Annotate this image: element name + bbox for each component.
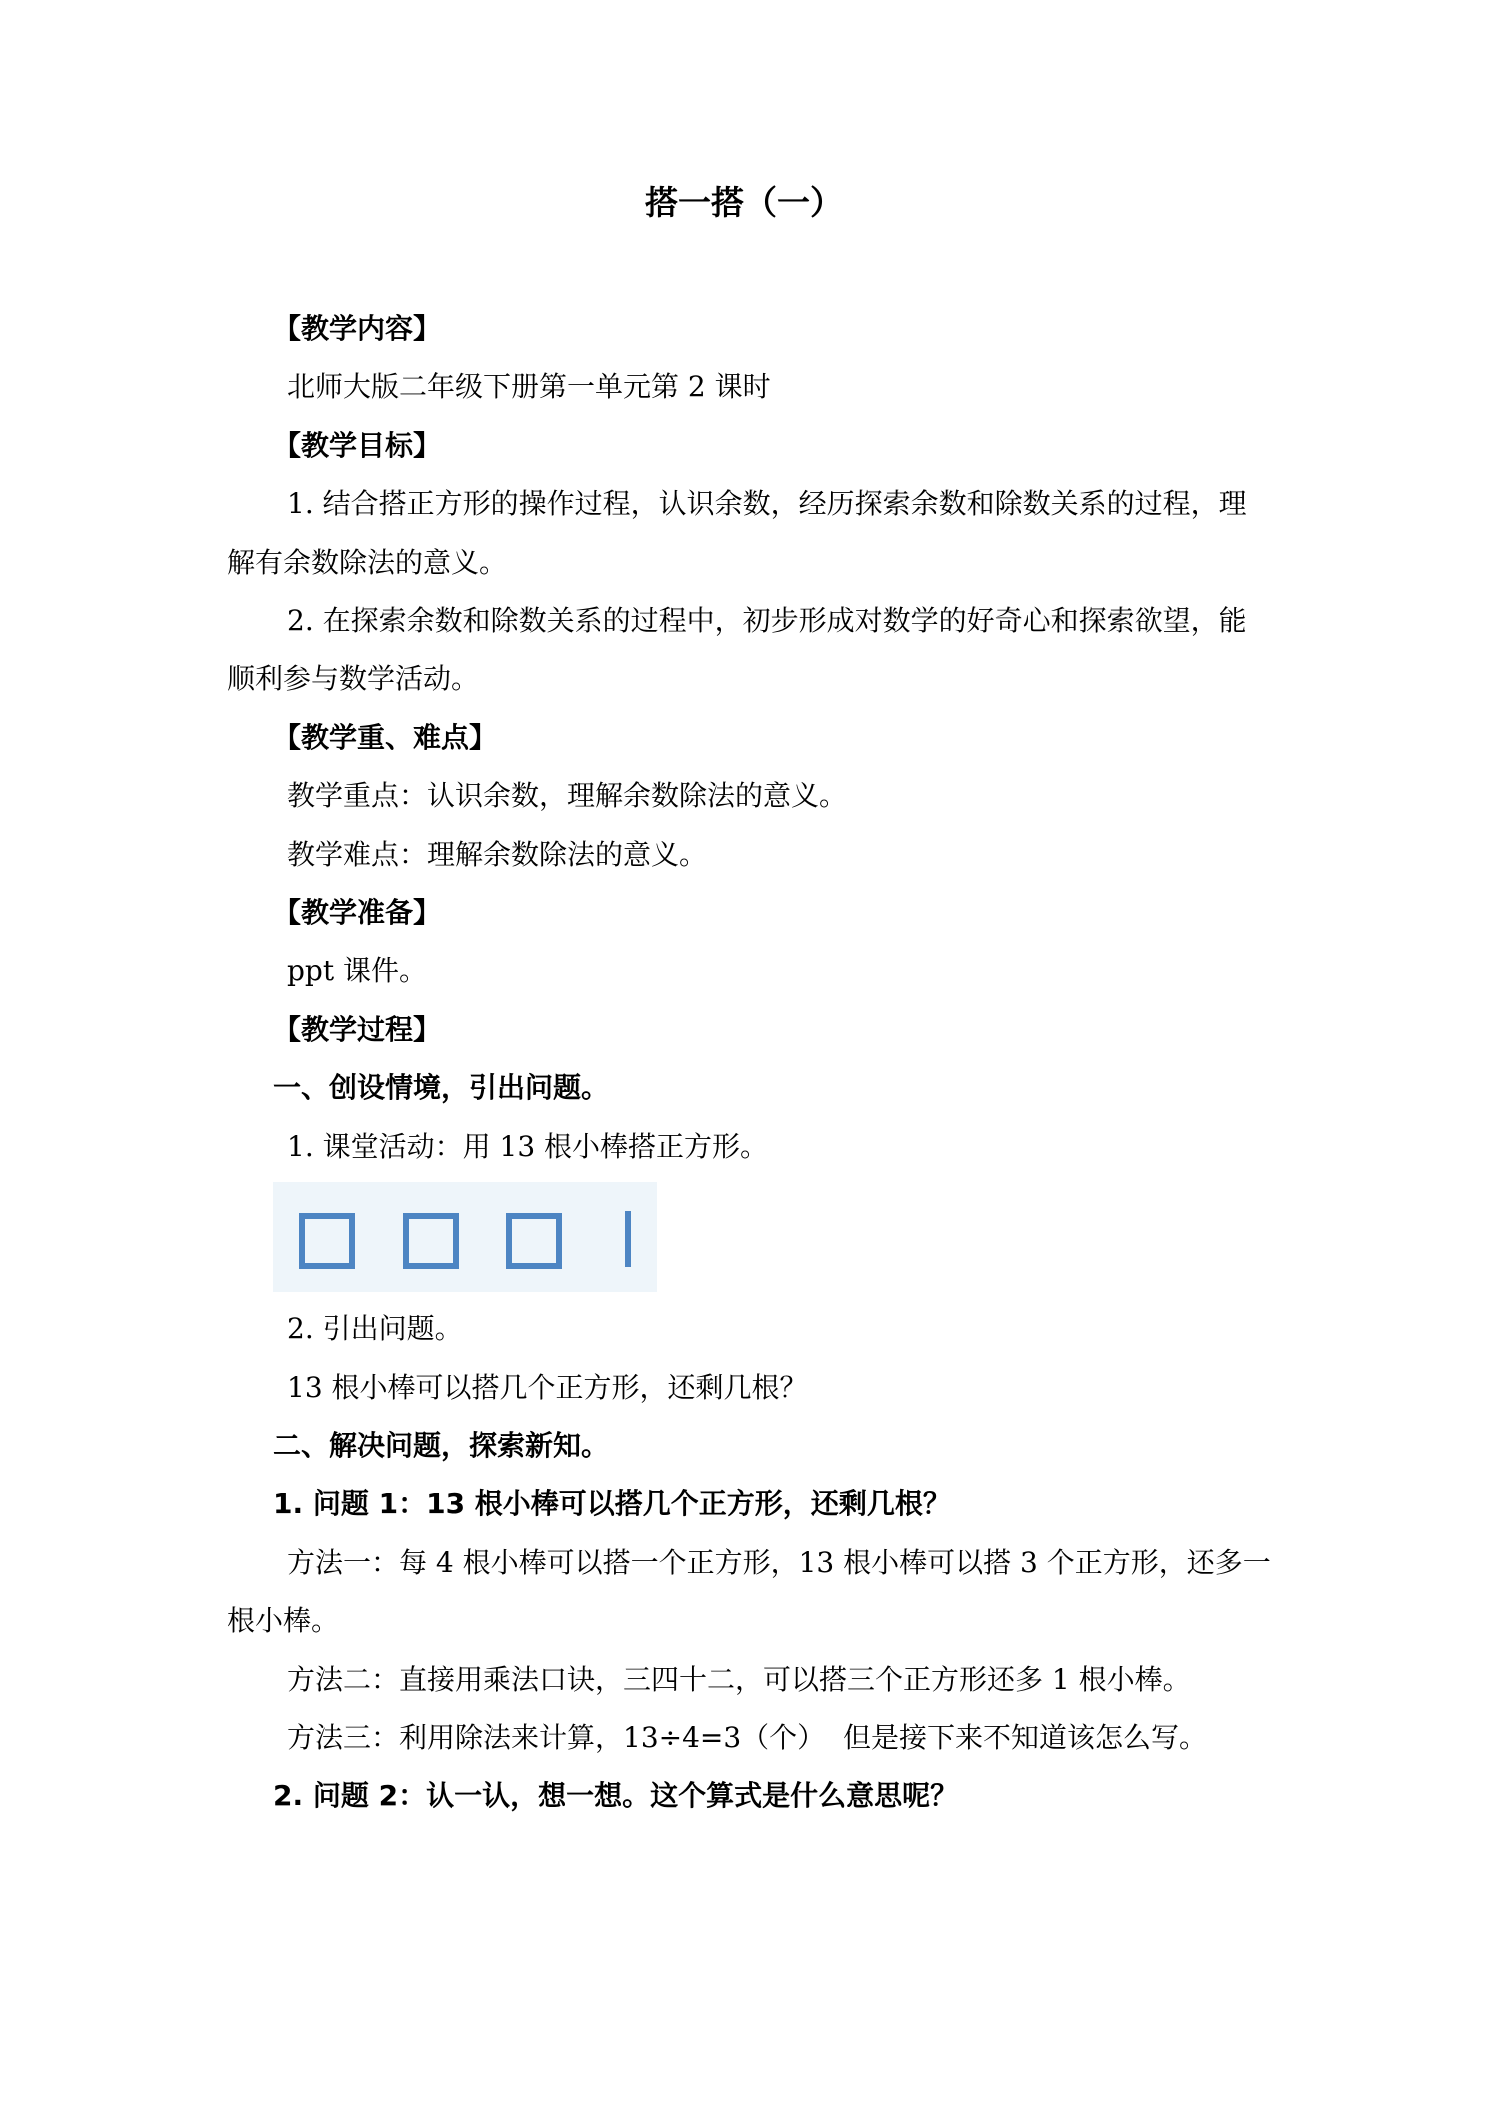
- document-body: [227, 300, 1272, 1826]
- stick-square: [299, 1213, 355, 1269]
- stick-square: [403, 1213, 459, 1269]
- method-2: 方法二：直接用乘法口诀，三四十二，可以搭三个正方形还多 1 根小棒。: [287, 1662, 1191, 1696]
- leftover-stick: [625, 1211, 631, 1267]
- process-step-2-heading: 二、解决问题，探索新知。: [273, 1428, 610, 1462]
- problem-1: 1. 问题 1：13 根小棒可以搭几个正方形，还剩几根？: [273, 1487, 951, 1521]
- question-text: 13 根小棒可以搭几个正方形，还剩几根？: [287, 1370, 808, 1404]
- preparation-text: ppt 课件。: [287, 954, 428, 988]
- section-heading-content: 【教学内容】: [273, 312, 442, 345]
- raise-question: 2. 引出问题。: [287, 1312, 463, 1346]
- method-1: 方法一：每 4 根小棒可以搭一个正方形，13 根小棒可以搭 3 个正方形，还多一根小棒。: [227, 1545, 1271, 1638]
- section-heading-goals: 【教学目标】: [273, 428, 442, 462]
- stick-square: [506, 1213, 562, 1269]
- activity-text: 1. 课堂活动：用 13 根小棒搭正方形。: [287, 1129, 769, 1163]
- section-heading-preparation: 【教学准备】: [273, 896, 442, 930]
- goal-2: 2. 在探索余数和除数关系的过程中，初步形成对数学的好奇心和探索欲望，能顺利参与数学活动。: [227, 604, 1247, 696]
- section-heading-process: 【教学过程】: [273, 1012, 442, 1046]
- problem-2: 2. 问题 2：认一认，想一想。这个算式是什么意思呢？: [273, 1779, 959, 1813]
- page-title: 搭一搭（一）: [645, 183, 843, 222]
- difficult-point: 教学难点：理解余数除法的意义。: [287, 837, 708, 871]
- key-point: 教学重点：认识余数，理解余数除法的意义。: [287, 779, 848, 813]
- method-3: 方法三：利用除法来计算，13÷4=3（个） 但是接下来不知道该怎么写。: [287, 1720, 1207, 1754]
- process-step-1-heading: 一、创设情境，引出问题。: [273, 1071, 610, 1105]
- section-heading-key-points: 【教学重、难点】: [273, 720, 498, 754]
- sticks-figure: [273, 1182, 657, 1292]
- goal-1: 1. 结合搭正方形的操作过程，认识余数，经历探索余数和除数关系的过程，理解有余数除法的意义。: [227, 487, 1247, 579]
- content-text: 北师大版二年级下册第一单元第 2 课时: [287, 370, 771, 404]
